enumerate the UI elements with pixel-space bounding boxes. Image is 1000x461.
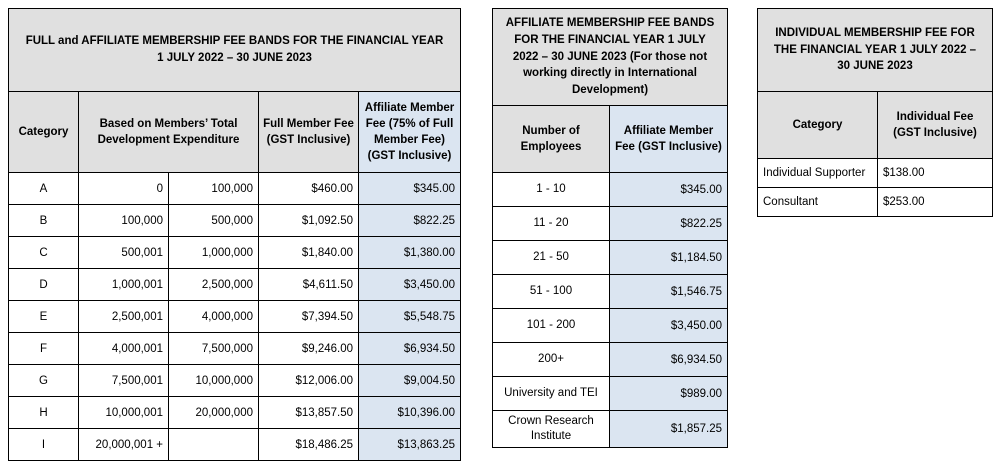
table-header-row [9,92,461,173]
cell-affiliate-fee: $6,934.50 [359,333,461,365]
table-row [9,237,461,269]
table-row [493,411,728,448]
cell-expenditure-to: 1,000,000 [169,237,259,269]
cell-expenditure-to: 20,000,000 [169,397,259,429]
cell-expenditure-from: 1,000,001 [79,269,169,301]
table-row [493,275,728,309]
cell-fee: $989.00 [610,377,728,411]
table-header-row [758,92,993,159]
header-affiliate-member-fee: Affiliate Member Fee (75% of Full Member Fee) (GST Inclusive) [359,92,461,173]
cell-expenditure-from: 7,500,001 [79,365,169,397]
cell-employees: 21 - 50 [493,241,610,275]
full-and-affiliate-fee-bands-table [8,8,461,461]
cell-affiliate-fee: $822.25 [359,205,461,237]
individual-membership-fee-table [757,8,993,217]
header-individual-fee: Individual Fee (GST Inclusive) [878,92,993,159]
cell-employees: 51 - 100 [493,275,610,309]
cell-fee: $345.00 [610,173,728,207]
cell-expenditure-from: 20,000,001 + [79,429,169,461]
cell-expenditure-to: 100,000 [169,173,259,205]
cell-fee: $138.00 [878,159,993,188]
cell-fee: $3,450.00 [610,309,728,343]
table3-title: INDIVIDUAL MEMBERSHIP FEE FOR THE FINANCIAL YEAR 1 JULY 2022 – 30 JUNE 2023 [758,9,993,92]
cell-employees: 11 - 20 [493,207,610,241]
table1-title: FULL and AFFILIATE MEMBERSHIP FEE BANDS FOR THE FINANCIAL YEAR 1 JULY 2022 – 30 JUNE 2023 [9,9,461,92]
table-title-row [9,9,461,92]
cell-affiliate-fee: $10,396.00 [359,397,461,429]
cell-employees: Crown Research Institute [493,411,610,448]
cell-fee: $1,184.50 [610,241,728,275]
cell-expenditure-to [169,429,259,461]
cell-expenditure-from: 4,000,001 [79,333,169,365]
cell-expenditure-to: 2,500,000 [169,269,259,301]
table-row [493,207,728,241]
cell-expenditure-from: 10,000,001 [79,397,169,429]
table-row [9,429,461,461]
cell-affiliate-fee: $345.00 [359,173,461,205]
cell-affiliate-fee: $1,380.00 [359,237,461,269]
cell-expenditure-from: 2,500,001 [79,301,169,333]
header-affiliate-member-fee: Affiliate Member Fee (GST Inclusive) [610,106,728,173]
cell-full-fee: $460.00 [259,173,359,205]
table-row [758,159,993,188]
table2-title: AFFILIATE MEMBERSHIP FEE BANDS FOR THE FINANCIAL YEAR 1 JULY 2022 – 30 JUNE 2023 (For those not working directly in International Development) [493,9,728,106]
cell-category: G [9,365,79,397]
header-full-member-fee: Full Member Fee (GST Inclusive) [259,92,359,173]
cell-affiliate-fee: $3,450.00 [359,269,461,301]
cell-full-fee: $1,840.00 [259,237,359,269]
cell-fee: $1,857.25 [610,411,728,448]
table-row [9,173,461,205]
cell-expenditure-to: 4,000,000 [169,301,259,333]
cell-full-fee: $4,611.50 [259,269,359,301]
header-number-of-employees: Number of Employees [493,106,610,173]
cell-employees: 1 - 10 [493,173,610,207]
cell-category: C [9,237,79,269]
cell-full-fee: $9,246.00 [259,333,359,365]
cell-expenditure-to: 7,500,000 [169,333,259,365]
table-title-row [758,9,993,92]
cell-category: Individual Supporter [758,159,878,188]
table-row [493,173,728,207]
cell-full-fee: $13,857.50 [259,397,359,429]
cell-fee: $253.00 [878,188,993,217]
table-row [9,269,461,301]
table-row [9,397,461,429]
affiliate-fee-bands-non-id-table [492,8,728,448]
cell-category: A [9,173,79,205]
table-row [9,365,461,397]
cell-expenditure-from: 0 [79,173,169,205]
cell-category: B [9,205,79,237]
cell-fee: $6,934.50 [610,343,728,377]
cell-full-fee: $1,092.50 [259,205,359,237]
table-row [9,205,461,237]
header-expenditure: Based on Members’ Total Development Expenditure [79,92,259,173]
header-category: Category [9,92,79,173]
cell-affiliate-fee: $13,863.25 [359,429,461,461]
table-row [758,188,993,217]
table-header-row [493,106,728,173]
cell-expenditure-to: 500,000 [169,205,259,237]
table-row [493,343,728,377]
cell-fee: $822.25 [610,207,728,241]
cell-affiliate-fee: $9,004.50 [359,365,461,397]
cell-fee: $1,546.75 [610,275,728,309]
cell-category: D [9,269,79,301]
cell-expenditure-from: 100,000 [79,205,169,237]
header-category: Category [758,92,878,159]
cell-full-fee: $12,006.00 [259,365,359,397]
cell-category: I [9,429,79,461]
cell-category: F [9,333,79,365]
cell-full-fee: $18,486.25 [259,429,359,461]
cell-full-fee: $7,394.50 [259,301,359,333]
table-row [9,301,461,333]
cell-expenditure-to: 10,000,000 [169,365,259,397]
cell-expenditure-from: 500,001 [79,237,169,269]
table-row [493,377,728,411]
cell-category: H [9,397,79,429]
cell-employees: 101 - 200 [493,309,610,343]
cell-employees: University and TEI [493,377,610,411]
cell-category: Consultant [758,188,878,217]
table-title-row [493,9,728,106]
table-row [9,333,461,365]
table-row [493,309,728,343]
cell-affiliate-fee: $5,548.75 [359,301,461,333]
cell-category: E [9,301,79,333]
table-row [493,241,728,275]
cell-employees: 200+ [493,343,610,377]
